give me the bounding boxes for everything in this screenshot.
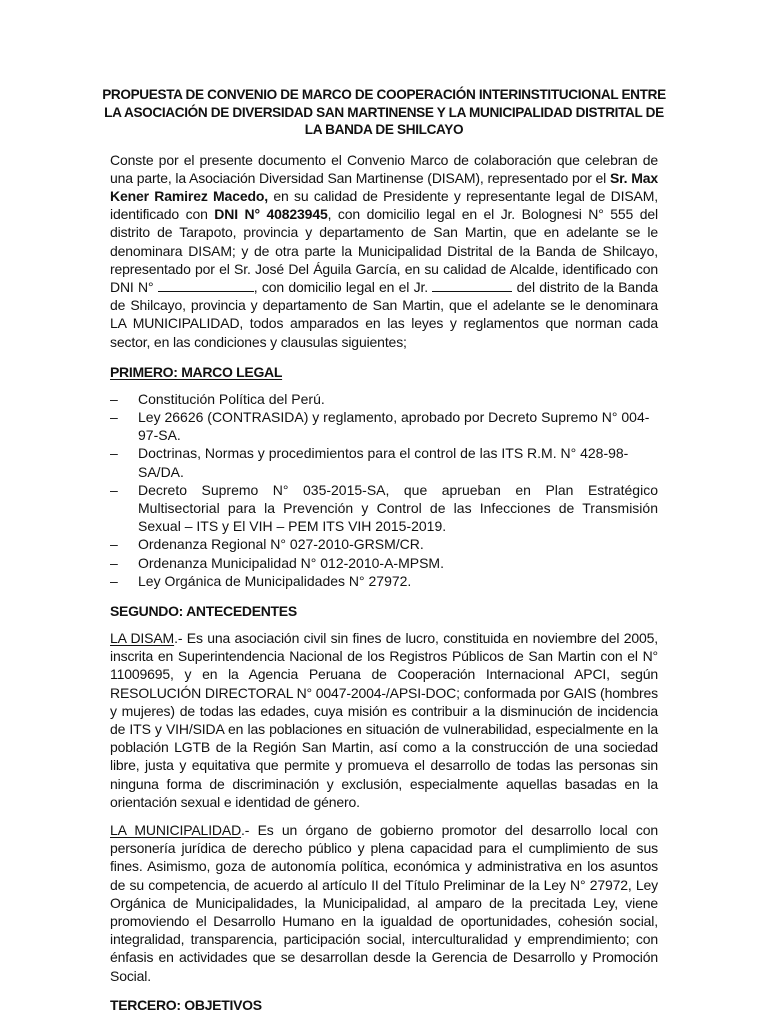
intro-text-3: , con domicilio legal en el Jr. Bolognesi N° 555 del distrito de Tarapoto, provincia y departamento de San Martin, que en adelante se le denominara DISAM; y de otra parte la Municipalidad Distrital de la Banda de Shilcayo, representado por el Sr. José Del Águila García, en su calidad de Alcalde, identificado con DNI N° [110,206,658,295]
intro-text-2: en su calidad de Presidente y representante legal de DISAM, identificado con [110,187,658,223]
municipalidad-label: LA MUNICIPALIDAD [110,822,242,838]
dash-bullet: – [110,536,118,553]
municipalidad-paragraph [110,821,658,985]
blank-address-line [432,279,512,292]
dash-bullet: – [110,445,118,462]
disam-text: .- Es una asociación civil sin fines de lucro, constituida en noviembre del 2005, inscrita en Superintendencia Nacional de los Registros Públicos de San Martin con el N° 11009695, y en la Agencia Peruana de Cooperación Internacional APCI, según RESOLUCIÓN DIRECTORAL N° 0047-2004-/APSI-DOC; conformada por GAIS (hombres y mujeres) de todas las edades, cuya misión es contribuir a la disminución de incidencia de ITS y VIH/SIDA en las poblaciones en situación de vulnerabilidad, especialmente en la población LGTB de la Región San Martin, así como a la construcción de una sociedad libre, justa y equitativa que permite y promueva el desarrollo de todas las personas sin ninguna forma de discriminación y exclusión, especialmente aquellas basadas en la orientación sexual e identidad de género. [110,629,658,810]
list-item-text: Doctrinas, Normas y procedimientos para el control de las ITS R.M. N° 428-98-SA/DA. [138,445,629,480]
list-item-text: Ordenanza Municipalidad N° 012-2010-A-MPSM. [138,554,444,571]
intro-text-4: , con domicilio legal en el Jr. [253,278,433,295]
section-heading-objetivos: TERCERO: OBJETIVOS [110,996,262,1013]
dash-bullet: – [110,554,118,571]
representative-name: Sr. Max Kener Ramirez Macedo, [110,169,658,204]
list-item [110,481,658,536]
list-item-text: Constitución Política del Perú. [138,390,325,407]
list-item-text: Ordenanza Regional N° 027-2010-GRSM/CR. [138,536,424,553]
dash-bullet: – [110,481,118,498]
representative-dni: DNI N° 40823945 [214,206,328,223]
list-item-text: Ley 26626 (CONTRASIDA) y reglamento, aprobado por Decreto Supremo N° 004-97-SA. [138,408,650,444]
list-item [110,572,658,590]
section-heading-marco-legal: PRIMERO: MARCO LEGAL [110,363,283,380]
dash-bullet: – [110,572,118,589]
disam-label: LA DISAM [110,629,175,646]
section-heading-antecedentes: SEGUNDO: ANTECEDENTES [110,602,297,619]
dash-bullet: – [110,390,118,407]
blank-dni-line [158,279,254,292]
document-page [102,86,666,1023]
intro-text-1: Conste por el presente documento el Convenio Marco de colaboración que celebran de una parte, la Asociación Diversidad San Martinense (DISAM), representado por el [110,151,658,186]
list-item-text: Decreto Supremo N° 035-2015-SA, que aprueban en Plan Estratégico Multisectorial para la Prevención y Control de las Infecciones de Transmisión Sexual – ITS y El VIH – PEM ITS VIH 2015-2019. [138,481,658,535]
intro-paragraph [110,151,658,351]
dash-bullet: – [110,408,118,425]
list-item [110,390,658,408]
intro-text-5: del distrito de la Banda de Shilcayo, provincia y departamento de San Martin, que el adelante se le denominara LA MUNICIPALIDAD, todos amparados en las leyes y reglamentos que norman cada sector, en las condiciones y clausulas siguientes; [110,278,658,350]
list-item [110,444,658,480]
municipalidad-text: .- Es un órgano de gobierno promotor del desarrollo local con personería jurídica de derecho público y plena capacidad para el cumplimiento de sus fines. Asimismo, goza de autonomía política, económica y administrativa en los asuntos de su competencia, de acuerdo al artículo II del Título Preliminar de la Ley N° 27972, Ley Orgánica de Municipalidades, la Municipalidad, al amparo de la precitada Ley, viene promoviendo el Desarrollo Humano en la igualdad de oportunidades, cohesión social, integralidad, transparencia, participación social, interculturalidad y emprendimiento; con énfasis en actividades que se desarrollan desde la Gerencia de Desarrollo y Promoción Social. [110,822,658,984]
disam-paragraph [110,629,658,811]
list-item [110,408,658,444]
document-title: PROPUESTA DE CONVENIO DE MARCO DE COOPERACIÓN INTERINSTITUCIONAL ENTRE LA ASOCIACIÓN DE DIVERSIDAD SAN MARTINENSE Y LA MUNICIPALIDAD DISTRITAL DE LA BANDA DE SHILCAYO [102,87,666,137]
list-item [110,554,658,572]
legal-framework-list [110,390,658,590]
list-item [110,535,658,553]
list-item-text: Ley Orgánica de Municipalidades N° 27972. [138,572,412,589]
